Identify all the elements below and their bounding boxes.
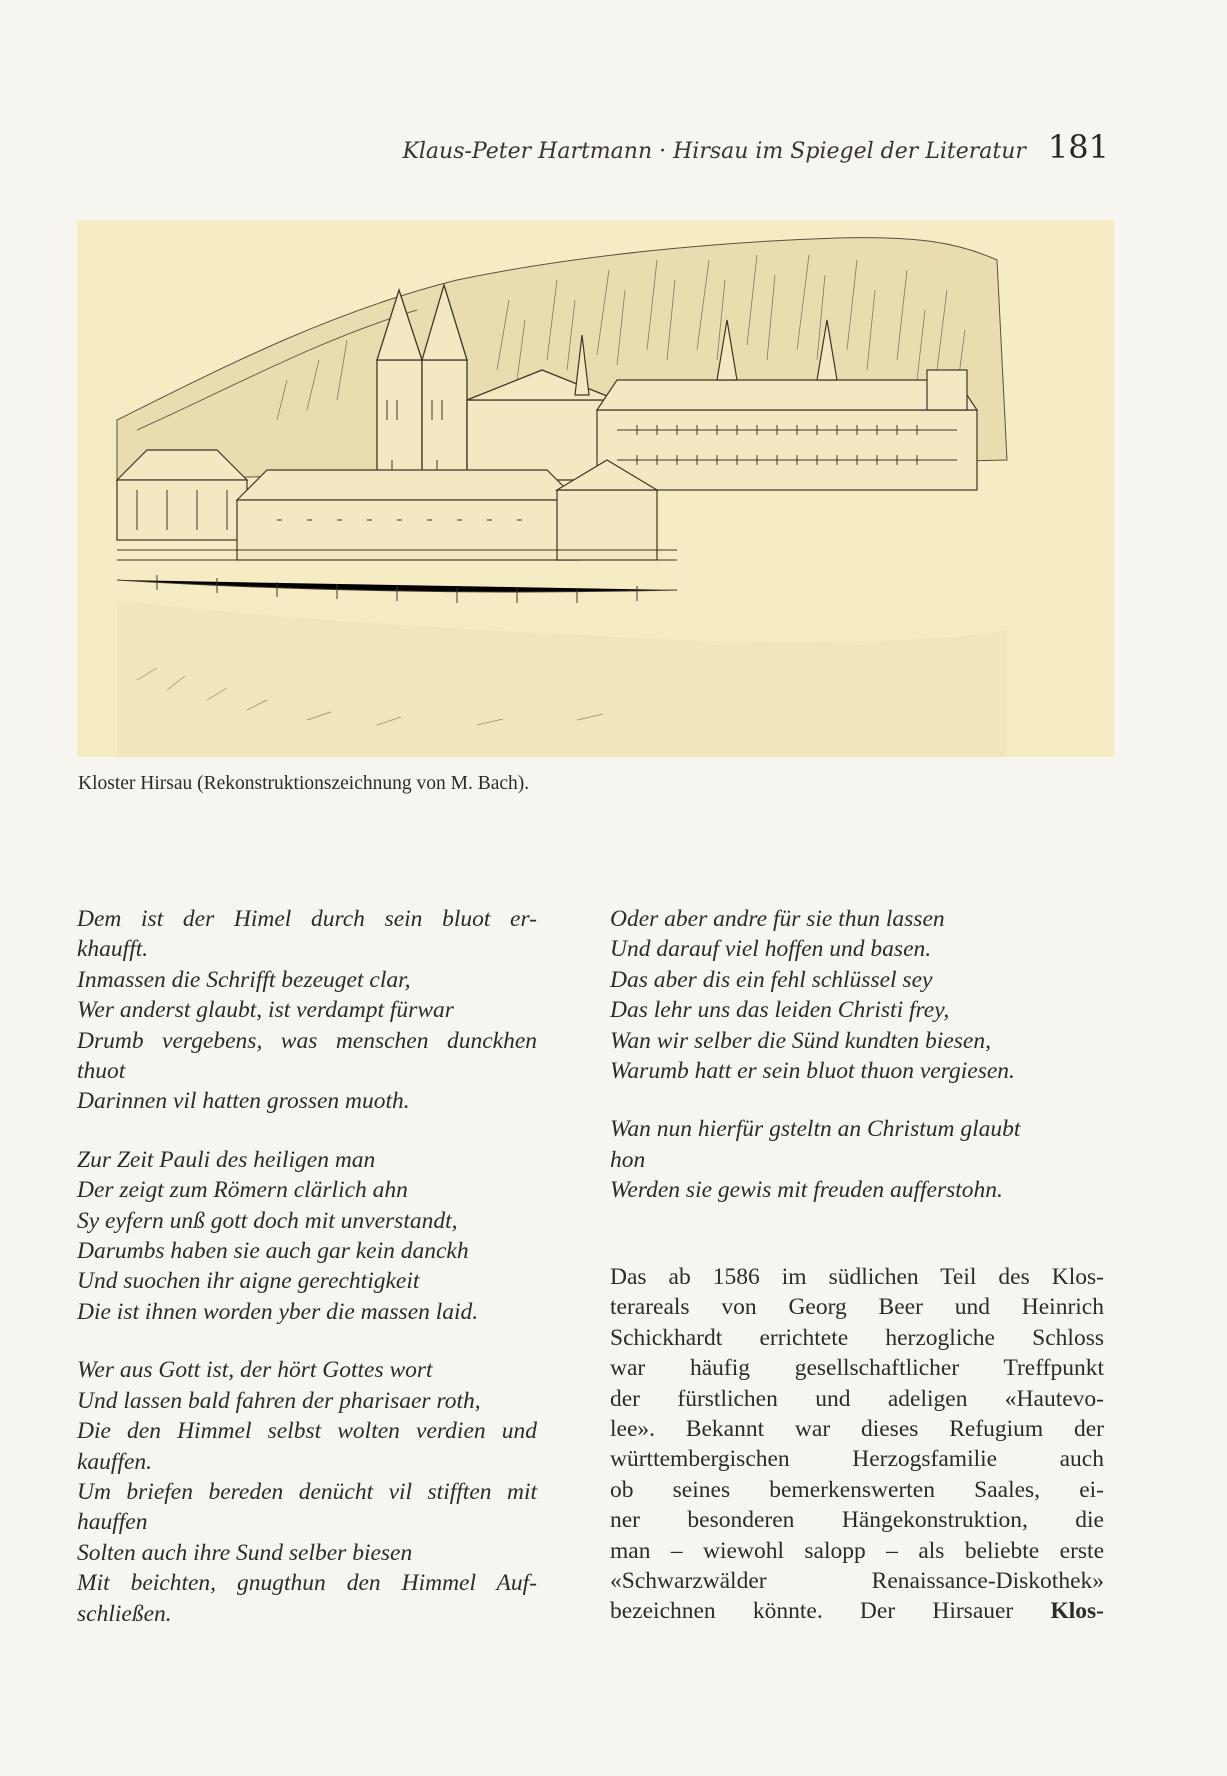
poem-right-column	[610, 904, 1105, 1234]
verse-line: Die den Himmel selbst wolten verdien und	[77, 1418, 537, 1445]
running-header	[402, 128, 1109, 166]
verse-line: Wan wir selber die Sünd kundten biesen,	[610, 1027, 991, 1054]
prose-line: terareals von Georg Beer und Heinrich	[610, 1294, 1104, 1321]
verse-line: Zur Zeit Pauli des heiligen man	[77, 1146, 376, 1173]
poem-stanza	[77, 904, 537, 1117]
page-number: 181	[1047, 128, 1109, 166]
prose-line: war häufig gesellschaftlicher Treffpunkt	[610, 1355, 1104, 1382]
verse-line: Und darauf viel hoffen und basen.	[610, 936, 932, 963]
poem-stanza	[77, 1145, 537, 1327]
verse-line: Das aber dis ein fehl schlüssel sey	[610, 966, 933, 993]
verse-line: Oder aber andre für sie thun lassen	[610, 906, 945, 932]
verse-line: Solten auch ihre Sund selber biesen	[77, 1539, 413, 1566]
verse-line: Inmassen die Schrifft bezeuget clar,	[77, 966, 411, 993]
verse-line: Warumb hatt er sein bluot thuon vergiesen.	[610, 1058, 1015, 1085]
verse-line: Drumb vergebens, was menschen dunckhen	[77, 1027, 537, 1054]
verse-line: Mit beichten, gnugthun den Himmel Auf-	[77, 1570, 537, 1597]
prose-line: ob seines bemerkenswerten Saales, ei-	[610, 1476, 1104, 1503]
verse-line: thuot	[77, 1058, 126, 1085]
verse-line: Werden sie gewis mit freuden aufferstohn.	[610, 1177, 1003, 1204]
prose-line: «Schwarzwälder Renaissance-Diskothek»	[610, 1568, 1104, 1595]
verse-line: kauffen.	[77, 1448, 153, 1475]
verse-line: Der zeigt zum Römern clärlich ahn	[77, 1177, 408, 1204]
verse-line: Darinnen vil hatten grossen muoth.	[77, 1088, 410, 1115]
verse-line: Wer anderst glaubt, ist verdampt fürwar	[77, 997, 454, 1024]
monastery-drawing	[77, 220, 1114, 757]
figure-drawing	[77, 220, 1114, 757]
prose-line: württembergischen Herzogsfamilie auch	[610, 1446, 1104, 1473]
verse-line: Und suochen ihr aigne gerechtigkeit	[77, 1268, 420, 1295]
prose-line-start: bezeichnen könnte. Der Hirsauer	[610, 1598, 1051, 1625]
verse-line: Die ist ihnen worden yber die massen laid.	[77, 1298, 479, 1325]
poem-stanza	[610, 1114, 1105, 1205]
verse-line: khaufft.	[77, 936, 149, 963]
poem-left-column	[77, 904, 537, 1657]
verse-line: Wan nun hierfür gsteltn an Christum glaubt	[610, 1116, 1021, 1143]
verse-line: schließen.	[77, 1600, 172, 1627]
prose-line: Das ab 1586 im südlichen Teil des Klos-	[610, 1264, 1104, 1290]
prose-line: man – wiewohl salopp – als beliebte erste	[610, 1537, 1104, 1564]
verse-line: hon	[610, 1146, 646, 1173]
verse-line: Darumbs haben sie auch gar kein danckh	[77, 1238, 469, 1265]
verse-line: Dem ist der Himel durch sein bluot er-	[77, 906, 537, 932]
figure-caption: Kloster Hirsau (Rekonstruktionszeichnung von M. Bach).	[78, 773, 530, 794]
verse-line: Um briefen bereden denücht vil stifften mit	[77, 1478, 537, 1505]
prose-line: der fürstlichen und adeligen «Hautevo-	[610, 1385, 1104, 1412]
poem-stanza	[77, 1355, 537, 1629]
running-title: Klaus-Peter Hartmann · Hirsau im Spiegel der Literatur	[402, 139, 1026, 164]
prose-line: Schickhardt errichtete herzogliche Schloss	[610, 1324, 1104, 1351]
prose-paragraph	[610, 1262, 1104, 1627]
prose-line: ner besonderen Hängekonstruktion, die	[610, 1507, 1104, 1534]
verse-line: hauffen	[77, 1509, 148, 1536]
verse-line: Sy eyfern unß gott doch mit unverstandt,	[77, 1207, 458, 1234]
verse-line: Das lehr uns das leiden Christi frey,	[610, 997, 950, 1024]
prose-bold-term: Klos-	[1050, 1598, 1104, 1625]
poem-stanza	[610, 904, 1105, 1086]
verse-line: Und lassen bald fahren der pharisaer roth,	[77, 1387, 481, 1414]
verse-line: Wer aus Gott ist, der hört Gottes wort	[77, 1357, 433, 1384]
prose-line: lee». Bekannt war dieses Refugium der	[610, 1416, 1104, 1443]
prose-last-line	[610, 1596, 1104, 1626]
